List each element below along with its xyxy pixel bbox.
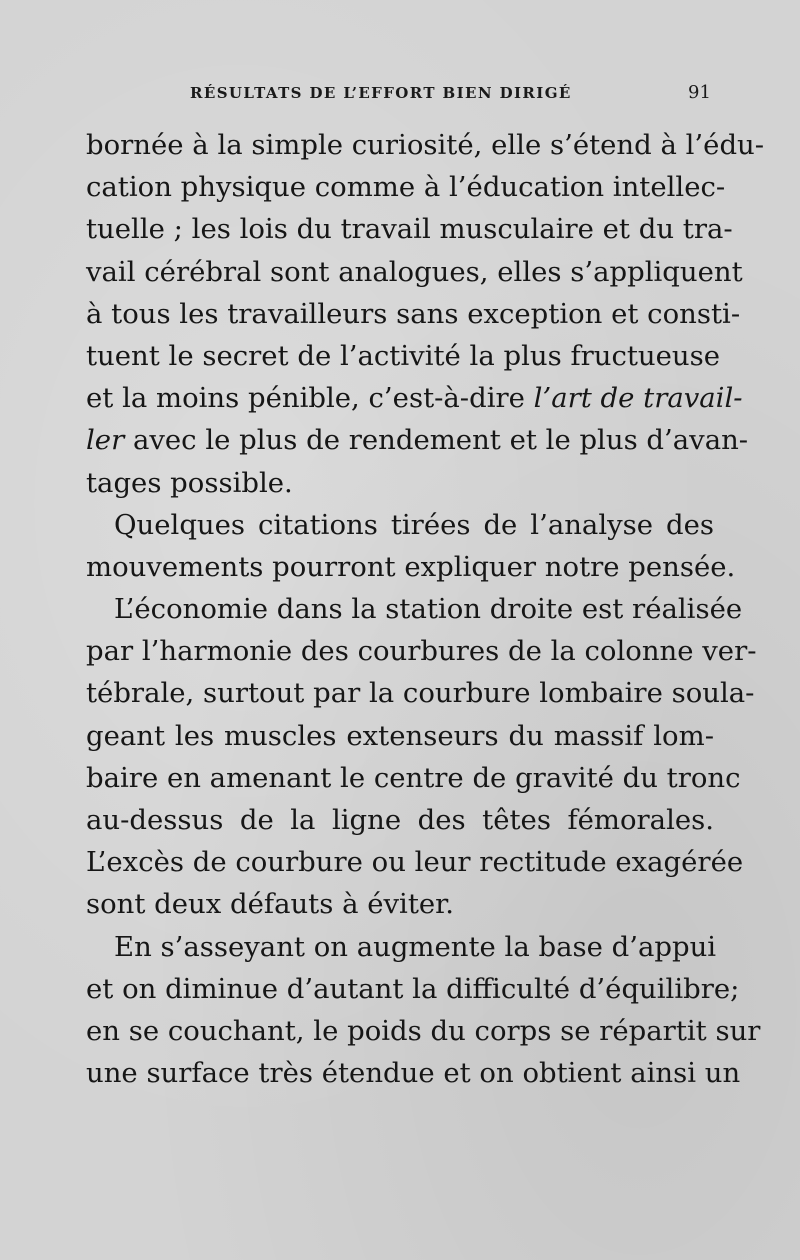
text-line: tages possible. — [86, 466, 293, 499]
italic-phrase: l’art de travail- — [533, 382, 743, 415]
paragraph-start: En s’asseyant on augmente la base d’appui — [114, 930, 717, 963]
text-line: en se couchant, le poids du corps se répartit sur — [86, 1014, 761, 1047]
text-line: par l’harmonie des courbures de la colonne ver- — [86, 635, 757, 668]
text-line: au-dessus de la ligne des têtes fémorales. — [86, 804, 714, 836]
body-text — [86, 124, 765, 1094]
text-line: cation physique comme à l’éducation intellec- — [86, 171, 726, 204]
text-line-start: et la moins pénible, c’est-à-dire — [86, 382, 534, 415]
text-line — [86, 377, 743, 419]
paragraph-start: L’économie dans la station droite est réalisée — [114, 593, 743, 626]
text-line: L’excès de courbure ou leur rectitude exagérée — [86, 846, 744, 879]
text-line: une surface très étendue et on obtient ainsi un — [86, 1057, 741, 1090]
text-line: baire en amenant le centre de gravité du tronc — [86, 761, 741, 794]
paragraph-start: Quelques citations tirées de l’analyse des — [114, 508, 714, 541]
text-line — [86, 419, 749, 461]
text-line: tébrale, surtout par la courbure lombaire soula- — [86, 677, 755, 710]
running-title: RÉSULTATS DE L’EFFORT BIEN DIRIGÉ — [190, 84, 572, 102]
page-number: 91 — [688, 82, 711, 103]
text-line: tuelle ; les lois du travail musculaire et du tra- — [86, 213, 733, 246]
text-line-rest: avec le plus de rendement et le plus d’avan- — [132, 424, 749, 457]
text-line: mouvements pourront expliquer notre pensée. — [86, 550, 736, 583]
text-line: et on diminue d’autant la difficulté d’équilibre; — [86, 972, 740, 1005]
text-line: geant les muscles extenseurs du massif lom- — [86, 719, 714, 752]
text-line: vail cérébral sont analogues, elles s’appliquent — [86, 255, 743, 288]
text-line: à tous les travailleurs sans exception et consti- — [86, 297, 741, 330]
text-line: tuent le secret de l’activité la plus fructueuse — [86, 339, 721, 372]
italic-phrase-end: ler — [86, 424, 133, 457]
text-line: sont deux défauts à éviter. — [86, 888, 455, 921]
text-line: bornée à la simple curiosité, elle s’étend à l’édu- — [86, 129, 765, 161]
